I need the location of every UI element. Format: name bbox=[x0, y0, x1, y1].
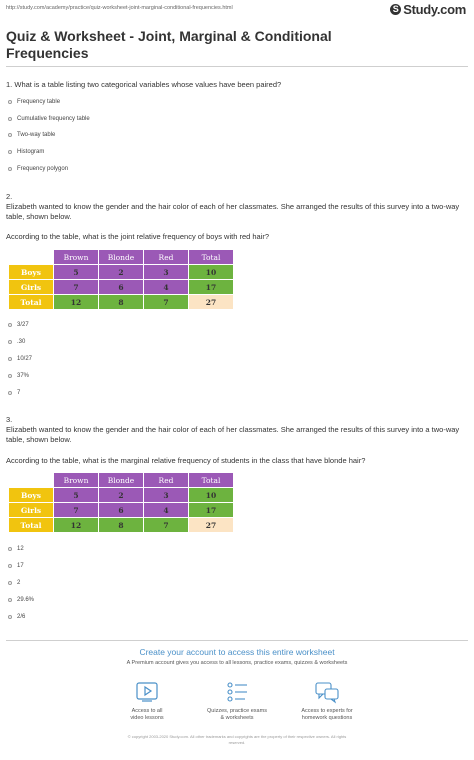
radio-icon[interactable] bbox=[8, 357, 12, 361]
table-cell: 7 bbox=[54, 280, 99, 295]
table-cell: 2 bbox=[99, 265, 144, 280]
radio-icon[interactable] bbox=[8, 547, 12, 551]
header-red: Red bbox=[144, 250, 189, 265]
cta-subtitle: A Premium account gives you access to all lessons, practice exams, quizzes & worksheets bbox=[126, 660, 348, 666]
feature-label-line1: Access to experts for bbox=[301, 708, 353, 714]
radio-icon[interactable] bbox=[8, 598, 12, 602]
option-label: Histogram bbox=[17, 149, 45, 155]
table-cell-total: 7 bbox=[144, 295, 189, 310]
table-cell-total: 7 bbox=[144, 518, 189, 533]
radio-icon[interactable] bbox=[8, 391, 12, 395]
table-cell-total: 8 bbox=[99, 295, 144, 310]
radio-icon[interactable] bbox=[8, 374, 12, 378]
table-cell: 6 bbox=[99, 280, 144, 295]
feature-label-line1: Quizzes, practice exams bbox=[207, 708, 267, 714]
row-label-total: Total bbox=[9, 518, 54, 533]
logo-mark-icon: S bbox=[390, 4, 401, 15]
question-3-prompt: According to the table, what is the marginal relative frequency of students in the class that have blonde hair? bbox=[6, 456, 366, 465]
q1-option-4[interactable] bbox=[8, 147, 44, 157]
table-cell: 5 bbox=[54, 488, 99, 503]
radio-icon[interactable] bbox=[8, 150, 12, 154]
expert-chat-icon bbox=[313, 680, 341, 704]
header-total: Total bbox=[189, 473, 234, 488]
page-title: Quiz & Worksheet - Joint, Marginal & Conditional Frequencies bbox=[6, 28, 332, 61]
radio-icon[interactable] bbox=[8, 133, 12, 137]
row-label-total: Total bbox=[9, 295, 54, 310]
question-2-number: 2. bbox=[6, 192, 13, 201]
q3-option-4[interactable] bbox=[8, 595, 34, 605]
table-cell-grand-total: 27 bbox=[189, 295, 234, 310]
table-cell: 7 bbox=[54, 503, 99, 518]
table-cell: 4 bbox=[144, 280, 189, 295]
header-total: Total bbox=[189, 250, 234, 265]
option-label: Frequency polygon bbox=[17, 166, 69, 172]
logo-text: Study.com bbox=[403, 1, 466, 17]
radio-icon[interactable] bbox=[8, 100, 12, 104]
study-logo[interactable] bbox=[390, 2, 466, 16]
top-bar bbox=[0, 0, 474, 20]
option-label: 37% bbox=[17, 373, 30, 379]
two-way-table-q2 bbox=[8, 249, 234, 310]
q1-option-5[interactable] bbox=[8, 164, 68, 174]
header-blonde: Blonde bbox=[99, 250, 144, 265]
feature-video-lessons bbox=[107, 680, 187, 722]
q2-option-1[interactable] bbox=[8, 320, 29, 330]
header-brown: Brown bbox=[54, 473, 99, 488]
table-cell: 2 bbox=[99, 488, 144, 503]
option-label: 2 bbox=[17, 580, 21, 586]
cta-title[interactable]: Create your account to access this entire worksheet bbox=[139, 647, 335, 657]
question-text: What is a table listing two categorical variables whose values have been paired? bbox=[14, 80, 282, 89]
option-label: 2/6 bbox=[17, 614, 26, 620]
q3-option-1[interactable] bbox=[8, 544, 24, 554]
radio-icon[interactable] bbox=[8, 117, 12, 121]
question-2-prompt: According to the table, what is the joint relative frequency of boys with red hair? bbox=[6, 232, 270, 241]
q3-option-5[interactable] bbox=[8, 612, 25, 622]
copyright-line-2: reserved. bbox=[228, 740, 246, 745]
radio-icon[interactable] bbox=[8, 581, 12, 585]
header-brown: Brown bbox=[54, 250, 99, 265]
two-way-table-q3 bbox=[8, 472, 234, 533]
table-cell-total: 17 bbox=[189, 503, 234, 518]
option-label: 3/27 bbox=[17, 322, 29, 328]
question-1 bbox=[6, 80, 468, 90]
q3-option-2[interactable] bbox=[8, 561, 24, 571]
table-cell: 6 bbox=[99, 503, 144, 518]
table-cell-total: 12 bbox=[54, 295, 99, 310]
table-cell-total: 10 bbox=[189, 488, 234, 503]
option-label: Cumulative frequency table bbox=[17, 116, 90, 122]
q2-option-2[interactable] bbox=[8, 337, 25, 347]
table-cell-total: 12 bbox=[54, 518, 99, 533]
option-label: Frequency table bbox=[17, 99, 61, 105]
q1-option-2[interactable] bbox=[8, 114, 90, 124]
table-cell: 3 bbox=[144, 265, 189, 280]
table-cell-grand-total: 27 bbox=[189, 518, 234, 533]
page-url: http://study.com/academy/practice/quiz-worksheet-joint-marginal-conditional-frequencies.html bbox=[6, 5, 233, 11]
table-cell: 3 bbox=[144, 488, 189, 503]
row-label-boys: Boys bbox=[9, 488, 54, 503]
row-label-girls: Girls bbox=[9, 503, 54, 518]
row-label-girls: Girls bbox=[9, 280, 54, 295]
feature-label-line2: homework questions bbox=[301, 715, 353, 721]
feature-quizzes bbox=[197, 680, 277, 722]
question-2-text: Elizabeth wanted to know the gender and the hair color of each of her classmates. She arranged the results of this survey into a two-way table, shown below. bbox=[6, 202, 460, 221]
option-label: 29.6% bbox=[17, 597, 35, 603]
radio-icon[interactable] bbox=[8, 340, 12, 344]
option-label: 12 bbox=[17, 546, 24, 552]
question-3-number: 3. bbox=[6, 415, 13, 424]
q1-option-3[interactable] bbox=[8, 130, 55, 140]
table-cell-total: 17 bbox=[189, 280, 234, 295]
table-cell-total: 8 bbox=[99, 518, 144, 533]
q2-option-3[interactable] bbox=[8, 354, 32, 364]
q1-option-1[interactable] bbox=[8, 97, 60, 107]
feature-label-line2: & worksheets bbox=[220, 715, 254, 721]
option-label: .30 bbox=[17, 339, 26, 345]
cta-divider bbox=[6, 640, 468, 641]
table-cell: 5 bbox=[54, 265, 99, 280]
table-cell-total: 10 bbox=[189, 265, 234, 280]
title-divider bbox=[6, 66, 468, 67]
radio-icon[interactable] bbox=[8, 615, 12, 619]
feature-label-line1: Access to all bbox=[131, 708, 163, 714]
q3-option-3[interactable] bbox=[8, 578, 20, 588]
copyright-line-1: © copyright 2003-2020 Study.com. All other trademarks and copyrights are the property of their respective owners. All rights bbox=[127, 734, 347, 739]
radio-icon[interactable] bbox=[8, 167, 12, 171]
copyright-footer bbox=[90, 734, 384, 746]
question-3-text: Elizabeth wanted to know the gender and the hair color of each of her classmates. She arranged the results of this survey into a two-way table, shown below. bbox=[6, 425, 460, 444]
table-cell: 4 bbox=[144, 503, 189, 518]
option-label: 17 bbox=[17, 563, 24, 569]
row-label-boys: Boys bbox=[9, 265, 54, 280]
q2-option-4[interactable] bbox=[8, 371, 29, 381]
header-blonde: Blonde bbox=[99, 473, 144, 488]
option-label: 7 bbox=[17, 390, 21, 396]
radio-icon[interactable] bbox=[8, 564, 12, 568]
table-corner bbox=[9, 473, 54, 488]
q2-option-5[interactable] bbox=[8, 388, 20, 398]
feature-label-line2: video lessons bbox=[130, 715, 164, 721]
question-number: 1. bbox=[6, 80, 13, 89]
video-lesson-icon bbox=[133, 680, 161, 704]
quiz-checklist-icon bbox=[223, 680, 251, 704]
table-corner bbox=[9, 250, 54, 265]
radio-icon[interactable] bbox=[8, 323, 12, 327]
feature-experts bbox=[287, 680, 367, 722]
option-label: Two-way table bbox=[17, 132, 56, 138]
option-label: 10/27 bbox=[17, 356, 33, 362]
header-red: Red bbox=[144, 473, 189, 488]
